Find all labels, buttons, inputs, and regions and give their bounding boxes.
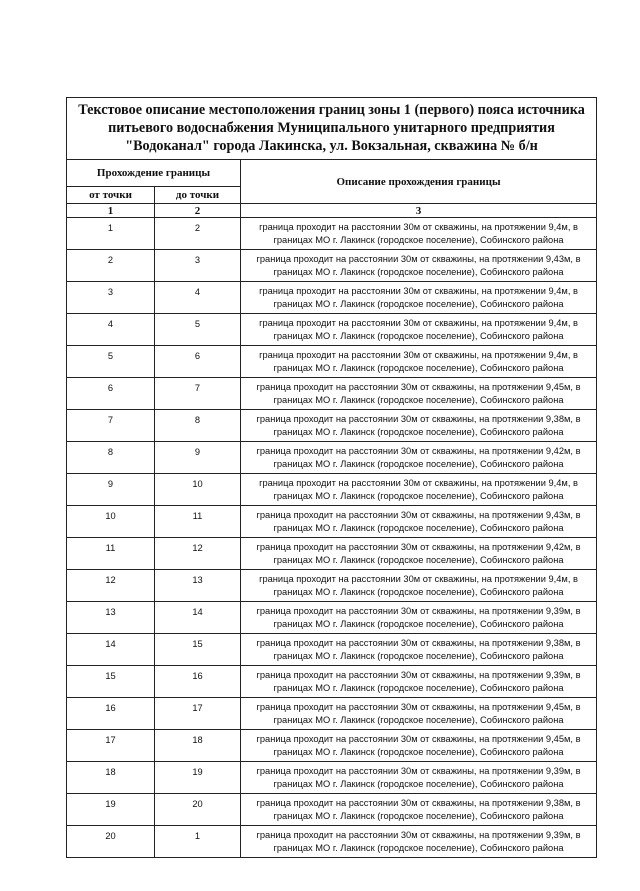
column-number-3: 3 xyxy=(241,204,597,218)
description-line-1: граница проходит на расстоянии 30м от скважины, на протяжении 9,43м, в xyxy=(256,254,581,264)
description-line-1: граница проходит на расстоянии 30м от скважины, на протяжении 9,4м, в xyxy=(259,286,578,296)
table-row xyxy=(67,410,597,442)
description-cell xyxy=(241,282,597,314)
to-point-cell: 4 xyxy=(155,282,241,314)
description-line-1: граница проходит на расстоянии 30м от скважины, на протяжении 9,38м, в xyxy=(256,798,581,808)
table-row xyxy=(67,506,597,538)
from-point-cell: 18 xyxy=(67,762,155,794)
table-row xyxy=(67,378,597,410)
description-line-2: границах МО г. Лакинск (городское поселение), Собинского района xyxy=(273,394,564,405)
description-line-2: границах МО г. Лакинск (городское поселение), Собинского района xyxy=(273,842,564,853)
header-description: Описание прохождения границы xyxy=(241,160,597,204)
table-row xyxy=(67,282,597,314)
description-cell xyxy=(241,602,597,634)
from-point-cell: 5 xyxy=(67,346,155,378)
column-number-2: 2 xyxy=(155,204,241,218)
description-cell xyxy=(241,794,597,826)
from-point-cell: 19 xyxy=(67,794,155,826)
description-cell xyxy=(241,250,597,282)
header-to-point: до точки xyxy=(155,187,241,204)
to-point-cell: 20 xyxy=(155,794,241,826)
description-line-2: границах МО г. Лакинск (городское поселение), Собинского района xyxy=(273,714,564,725)
to-point-cell: 1 xyxy=(155,826,241,858)
description-line-2: границах МО г. Лакинск (городское поселение), Собинского района xyxy=(273,458,564,469)
description-line-1: граница проходит на расстоянии 30м от скважины, на протяжении 9,4м, в xyxy=(259,350,578,360)
description-cell xyxy=(241,410,597,442)
description-cell xyxy=(241,474,597,506)
to-point-cell: 8 xyxy=(155,410,241,442)
title-line-2: питьевого водоснабжения Муниципального унитарного предприятия xyxy=(108,120,555,136)
description-cell xyxy=(241,826,597,858)
description-cell xyxy=(241,570,597,602)
header-passage: Прохождение границы xyxy=(67,160,241,187)
table-row xyxy=(67,634,597,666)
description-cell xyxy=(241,698,597,730)
description-line-2: границах МО г. Лакинск (городское поселение), Собинского района xyxy=(273,682,564,693)
to-point-cell: 15 xyxy=(155,634,241,666)
document xyxy=(66,97,596,858)
to-point-cell: 10 xyxy=(155,474,241,506)
description-line-2: границах МО г. Лакинск (городское поселение), Собинского района xyxy=(273,746,564,757)
from-point-cell: 10 xyxy=(67,506,155,538)
description-line-1: граница проходит на расстоянии 30м от скважины, на протяжении 9,4м, в xyxy=(259,574,578,584)
description-cell xyxy=(241,634,597,666)
to-point-cell: 3 xyxy=(155,250,241,282)
table-row xyxy=(67,826,597,858)
from-point-cell: 15 xyxy=(67,666,155,698)
to-point-cell: 7 xyxy=(155,378,241,410)
description-cell xyxy=(241,378,597,410)
description-line-1: граница проходит на расстоянии 30м от скважины, на протяжении 9,4м, в xyxy=(259,318,578,328)
to-point-cell: 11 xyxy=(155,506,241,538)
description-cell xyxy=(241,538,597,570)
from-point-cell: 14 xyxy=(67,634,155,666)
from-point-cell: 11 xyxy=(67,538,155,570)
description-line-2: границах МО г. Лакинск (городское поселение), Собинского района xyxy=(273,586,564,597)
to-point-cell: 5 xyxy=(155,314,241,346)
description-cell xyxy=(241,346,597,378)
to-point-cell: 14 xyxy=(155,602,241,634)
from-point-cell: 12 xyxy=(67,570,155,602)
table-row xyxy=(67,218,597,250)
description-line-1: граница проходит на расстоянии 30м от скважины, на протяжении 9,45м, в xyxy=(256,702,581,712)
to-point-cell: 17 xyxy=(155,698,241,730)
description-line-2: границах МО г. Лакинск (городское поселение), Собинского района xyxy=(273,522,564,533)
description-line-2: границах МО г. Лакинск (городское поселение), Собинского района xyxy=(273,234,564,245)
table-row xyxy=(67,570,597,602)
table-row xyxy=(67,314,597,346)
from-point-cell: 13 xyxy=(67,602,155,634)
table-row xyxy=(67,538,597,570)
to-point-cell: 18 xyxy=(155,730,241,762)
table-row xyxy=(67,250,597,282)
description-line-2: границах МО г. Лакинск (городское поселение), Собинского района xyxy=(273,266,564,277)
description-line-2: границах МО г. Лакинск (городское поселение), Собинского района xyxy=(273,618,564,629)
from-point-cell: 9 xyxy=(67,474,155,506)
header-from-point: от точки xyxy=(67,187,155,204)
title-line-1: Текстовое описание местоположения границ зоны 1 (первого) пояса источника xyxy=(78,102,585,118)
description-line-2: границах МО г. Лакинск (городское поселение), Собинского района xyxy=(273,330,564,341)
description-cell xyxy=(241,218,597,250)
description-line-2: границах МО г. Лакинск (городское поселение), Собинского района xyxy=(273,426,564,437)
description-cell xyxy=(241,442,597,474)
description-line-1: граница проходит на расстоянии 30м от скважины, на протяжении 9,4м, в xyxy=(259,222,578,232)
to-point-cell: 9 xyxy=(155,442,241,474)
to-point-cell: 13 xyxy=(155,570,241,602)
description-cell xyxy=(241,730,597,762)
title-line-3: "Водоканал" города Лакинска, ул. Вокзальная, скважина № б/н xyxy=(125,138,538,154)
from-point-cell: 4 xyxy=(67,314,155,346)
from-point-cell: 1 xyxy=(67,218,155,250)
description-line-2: границах МО г. Лакинск (городское поселение), Собинского района xyxy=(273,490,564,501)
description-line-2: границах МО г. Лакинск (городское поселение), Собинского района xyxy=(273,650,564,661)
table-row xyxy=(67,794,597,826)
to-point-cell: 2 xyxy=(155,218,241,250)
description-line-2: границах МО г. Лакинск (городское поселение), Собинского района xyxy=(273,362,564,373)
to-point-cell: 16 xyxy=(155,666,241,698)
description-line-2: границах МО г. Лакинск (городское поселение), Собинского района xyxy=(273,298,564,309)
description-line-1: граница проходит на расстоянии 30м от скважины, на протяжении 9,38м, в xyxy=(256,414,581,424)
description-cell xyxy=(241,666,597,698)
description-line-2: границах МО г. Лакинск (городское поселение), Собинского района xyxy=(273,554,564,565)
description-cell xyxy=(241,314,597,346)
from-point-cell: 6 xyxy=(67,378,155,410)
column-number-1: 1 xyxy=(67,204,155,218)
to-point-cell: 12 xyxy=(155,538,241,570)
from-point-cell: 16 xyxy=(67,698,155,730)
description-line-1: граница проходит на расстоянии 30м от скважины, на протяжении 9,45м, в xyxy=(256,734,581,744)
from-point-cell: 2 xyxy=(67,250,155,282)
table-row xyxy=(67,346,597,378)
table-row xyxy=(67,442,597,474)
table-row xyxy=(67,730,597,762)
table-row xyxy=(67,602,597,634)
description-line-2: границах МО г. Лакинск (городское поселение), Собинского района xyxy=(273,778,564,789)
boundary-table xyxy=(66,97,597,858)
to-point-cell: 6 xyxy=(155,346,241,378)
description-line-2: границах МО г. Лакинск (городское поселение), Собинского района xyxy=(273,810,564,821)
table-row xyxy=(67,666,597,698)
description-line-1: граница проходит на расстоянии 30м от скважины, на протяжении 9,42м, в xyxy=(256,542,581,552)
description-line-1: граница проходит на расстоянии 30м от скважины, на протяжении 9,39м, в xyxy=(256,606,581,616)
description-line-1: граница проходит на расстоянии 30м от скважины, на протяжении 9,38м, в xyxy=(256,638,581,648)
description-line-1: граница проходит на расстоянии 30м от скважины, на протяжении 9,45м, в xyxy=(256,382,581,392)
description-line-1: граница проходит на расстоянии 30м от скважины, на протяжении 9,42м, в xyxy=(256,446,581,456)
description-cell xyxy=(241,762,597,794)
from-point-cell: 8 xyxy=(67,442,155,474)
table-row xyxy=(67,762,597,794)
description-line-1: граница проходит на расстоянии 30м от скважины, на протяжении 9,39м, в xyxy=(256,766,581,776)
from-point-cell: 17 xyxy=(67,730,155,762)
to-point-cell: 19 xyxy=(155,762,241,794)
from-point-cell: 7 xyxy=(67,410,155,442)
description-line-1: граница проходит на расстоянии 30м от скважины, на протяжении 9,39м, в xyxy=(256,830,581,840)
document-title xyxy=(67,98,597,160)
table-row xyxy=(67,698,597,730)
description-line-1: граница проходит на расстоянии 30м от скважины, на протяжении 9,39м, в xyxy=(256,670,581,680)
from-point-cell: 20 xyxy=(67,826,155,858)
description-line-1: граница проходит на расстоянии 30м от скважины, на протяжении 9,43м, в xyxy=(256,510,581,520)
table-body xyxy=(67,218,597,858)
description-cell xyxy=(241,506,597,538)
table-row xyxy=(67,474,597,506)
description-line-1: граница проходит на расстоянии 30м от скважины, на протяжении 9,4м, в xyxy=(259,478,578,488)
from-point-cell: 3 xyxy=(67,282,155,314)
